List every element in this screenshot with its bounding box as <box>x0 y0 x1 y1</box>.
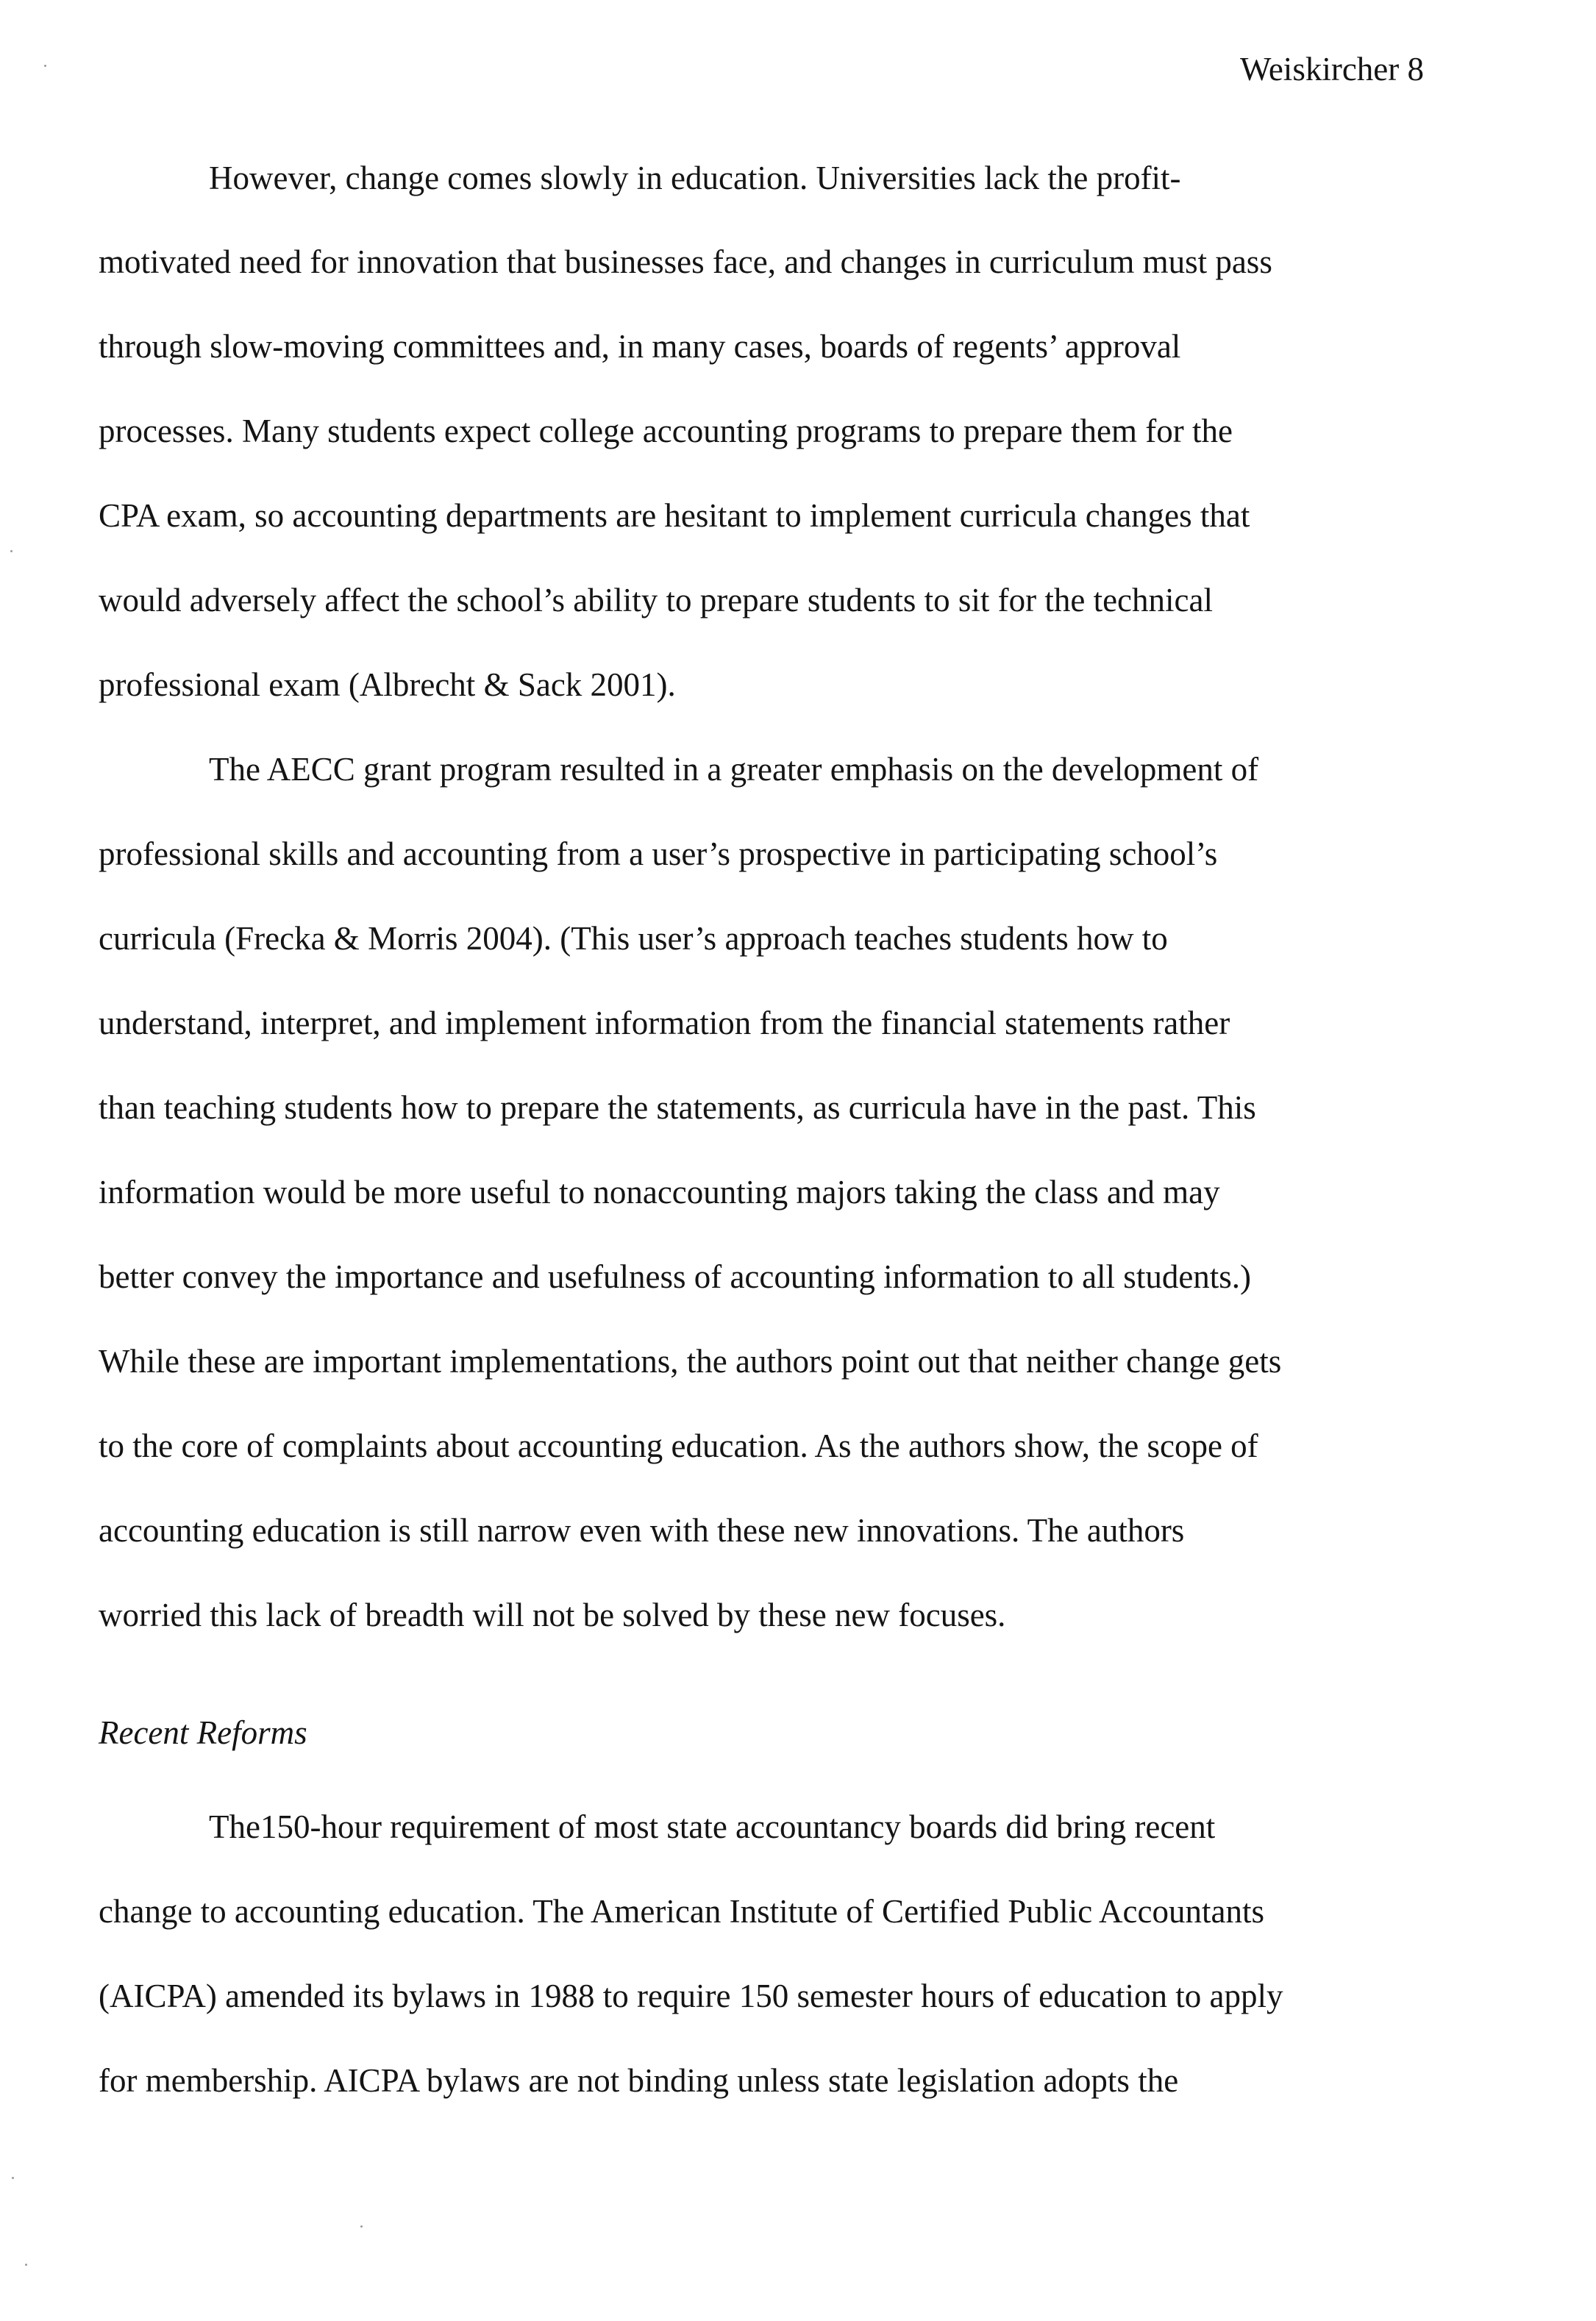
paragraph-3-line-2: change to accounting education. The American Institute of Certified Public Accountants <box>99 1893 1264 1930</box>
paragraph-1-line-2: motivated need for innovation that businesses face, and changes in curriculum must pass <box>99 243 1272 280</box>
paragraph-2-line-6: information would be more useful to nonaccounting majors taking the class and may <box>99 1174 1220 1211</box>
paragraph-3-line-3: (AICPA) amended its bylaws in 1988 to require 150 semester hours of education to apply <box>99 1978 1283 2014</box>
paragraph-1-line-1: However, change comes slowly in education. Universities lack the profit- <box>209 160 1181 196</box>
paragraph-2-line-5: than teaching students how to prepare the statements, as curricula have in the past. This <box>99 1089 1256 1126</box>
scan-speck <box>12 2177 14 2179</box>
section-heading: Recent Reforms <box>99 1714 307 1751</box>
paragraph-2-line-8: While these are important implementations, the authors point out that neither change gets <box>99 1343 1282 1380</box>
scan-speck <box>25 2264 27 2266</box>
paragraph-2-line-3: curricula (Frecka & Morris 2004). (This user’s approach teaches students how to <box>99 920 1168 957</box>
running-head: Weiskircher 8 <box>1239 51 1424 88</box>
scan-speck <box>360 2225 363 2228</box>
paragraph-3-line-4: for membership. AICPA bylaws are not binding unless state legislation adopts the <box>99 2062 1179 2099</box>
scan-speck <box>10 550 13 552</box>
paragraph-1-line-4: processes. Many students expect college accounting programs to prepare them for the <box>99 413 1233 449</box>
paragraph-2-line-10: accounting education is still narrow even with these new innovations. The authors <box>99 1512 1185 1549</box>
paragraph-2-line-4: understand, interpret, and implement information from the financial statements rather <box>99 1005 1230 1041</box>
paragraph-2-line-11: worried this lack of breadth will not be solved by these new focuses. <box>99 1597 1006 1633</box>
paragraph-1-line-5: CPA exam, so accounting departments are hesitant to implement curricula changes that <box>99 497 1250 534</box>
paragraph-2-line-9: to the core of complaints about accounting education. As the authors show, the scope of <box>99 1427 1258 1464</box>
paragraph-1-line-6: would adversely affect the school’s ability to prepare students to sit for the technical <box>99 582 1213 618</box>
paragraph-2-line-1: The AECC grant program resulted in a greater emphasis on the development of <box>209 751 1259 788</box>
paragraph-2-line-7: better convey the importance and usefulness of accounting information to all students.) <box>99 1258 1252 1295</box>
paragraph-1-line-3: through slow-moving committees and, in many cases, boards of regents’ approval <box>99 328 1181 365</box>
paragraph-1-line-7: professional exam (Albrecht & Sack 2001). <box>99 666 676 703</box>
paragraph-3-line-1: The150-hour requirement of most state accountancy boards did bring recent <box>209 1808 1216 1845</box>
scan-speck <box>44 65 46 67</box>
paragraph-2-line-2: professional skills and accounting from a user’s prospective in participating school’s <box>99 835 1218 872</box>
